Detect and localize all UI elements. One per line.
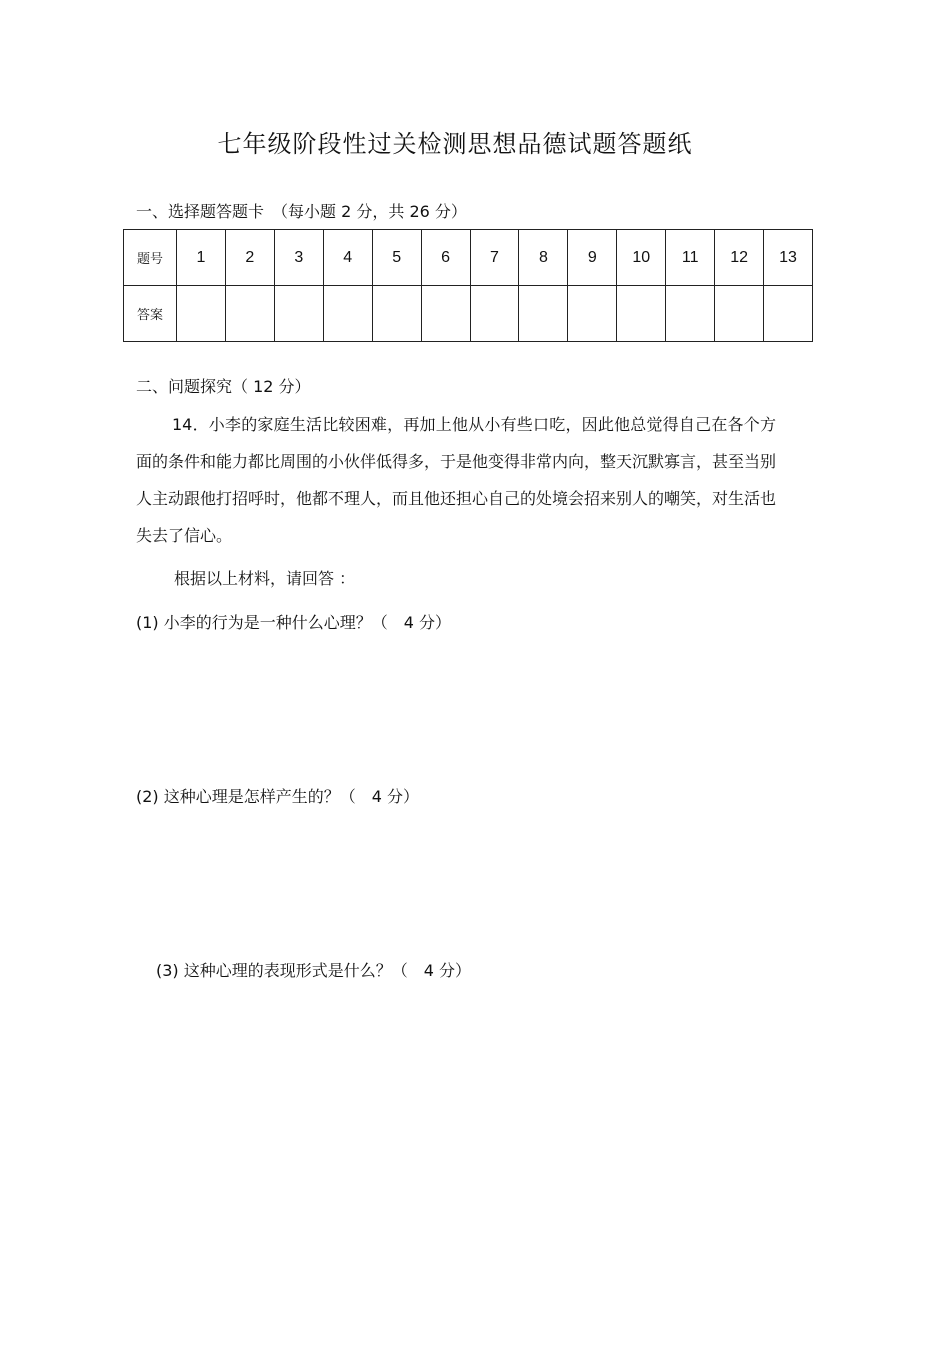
question-number-row (124, 230, 813, 286)
answer-cell[interactable] (372, 286, 421, 342)
question-number-cell: 6 (421, 230, 470, 286)
answer-cell[interactable] (274, 286, 323, 342)
answer-cell[interactable] (421, 286, 470, 342)
answer-cell[interactable] (617, 286, 666, 342)
question-number-cell: 3 (274, 230, 323, 286)
question-number-cell: 11 (666, 230, 715, 286)
question-number-cell: 5 (372, 230, 421, 286)
section-1-heading: 一、选择题答题卡 （每小题 2 分，共 26 分） (136, 202, 467, 221)
question-number-cell: 13 (764, 230, 813, 286)
answer-cell[interactable] (568, 286, 617, 342)
section-2-heading: 二、问题探究（ 12 分） (136, 377, 311, 396)
answer-cell[interactable] (225, 286, 274, 342)
question-number-cell: 7 (470, 230, 519, 286)
answer-cell[interactable] (177, 286, 226, 342)
answer-cell[interactable] (519, 286, 568, 342)
answer-cell[interactable] (666, 286, 715, 342)
question-number-cell: 2 (225, 230, 274, 286)
question-1: (1) 小李的行为是一种什么心理？（ 4 分） (136, 613, 452, 632)
question-number-cell: 8 (519, 230, 568, 286)
answer-cell[interactable] (715, 286, 764, 342)
question-2: (2) 这种心理是怎样产生的？（ 4 分） (136, 787, 420, 806)
question-3: (3) 这种心理的表现形式是什么？（ 4 分） (156, 961, 472, 980)
row-label-answer: 答案 (124, 286, 177, 342)
question-number-cell: 12 (715, 230, 764, 286)
material-paragraph: 14．小李的家庭生活比较困难，再加上他从小有些口吃，因此他总觉得自己在各个方面的条件和能力都比周围的小伙伴低得多，于是他变得非常内向，整天沉默寡言，甚至当别人主动跟他打招呼时，他都不理人，而且他还担心自己的处境会招来别人的嘲笑，对生活也失去了信心。 (136, 415, 777, 545)
question-number-cell: 4 (323, 230, 372, 286)
page-title: 七年级阶段性过关检测思想品德试题答题纸 (217, 130, 693, 158)
question-number-cell: 10 (617, 230, 666, 286)
row-label-question-number: 题号 (124, 230, 177, 286)
question-number-cell: 1 (177, 230, 226, 286)
answer-row (124, 286, 813, 342)
answer-cell[interactable] (764, 286, 813, 342)
answer-cell[interactable] (323, 286, 372, 342)
question-number-cell: 9 (568, 230, 617, 286)
answer-cell[interactable] (470, 286, 519, 342)
answer-prompt: 根据以上材料，请回答 ： (174, 569, 356, 588)
answer-card-table (123, 229, 813, 342)
